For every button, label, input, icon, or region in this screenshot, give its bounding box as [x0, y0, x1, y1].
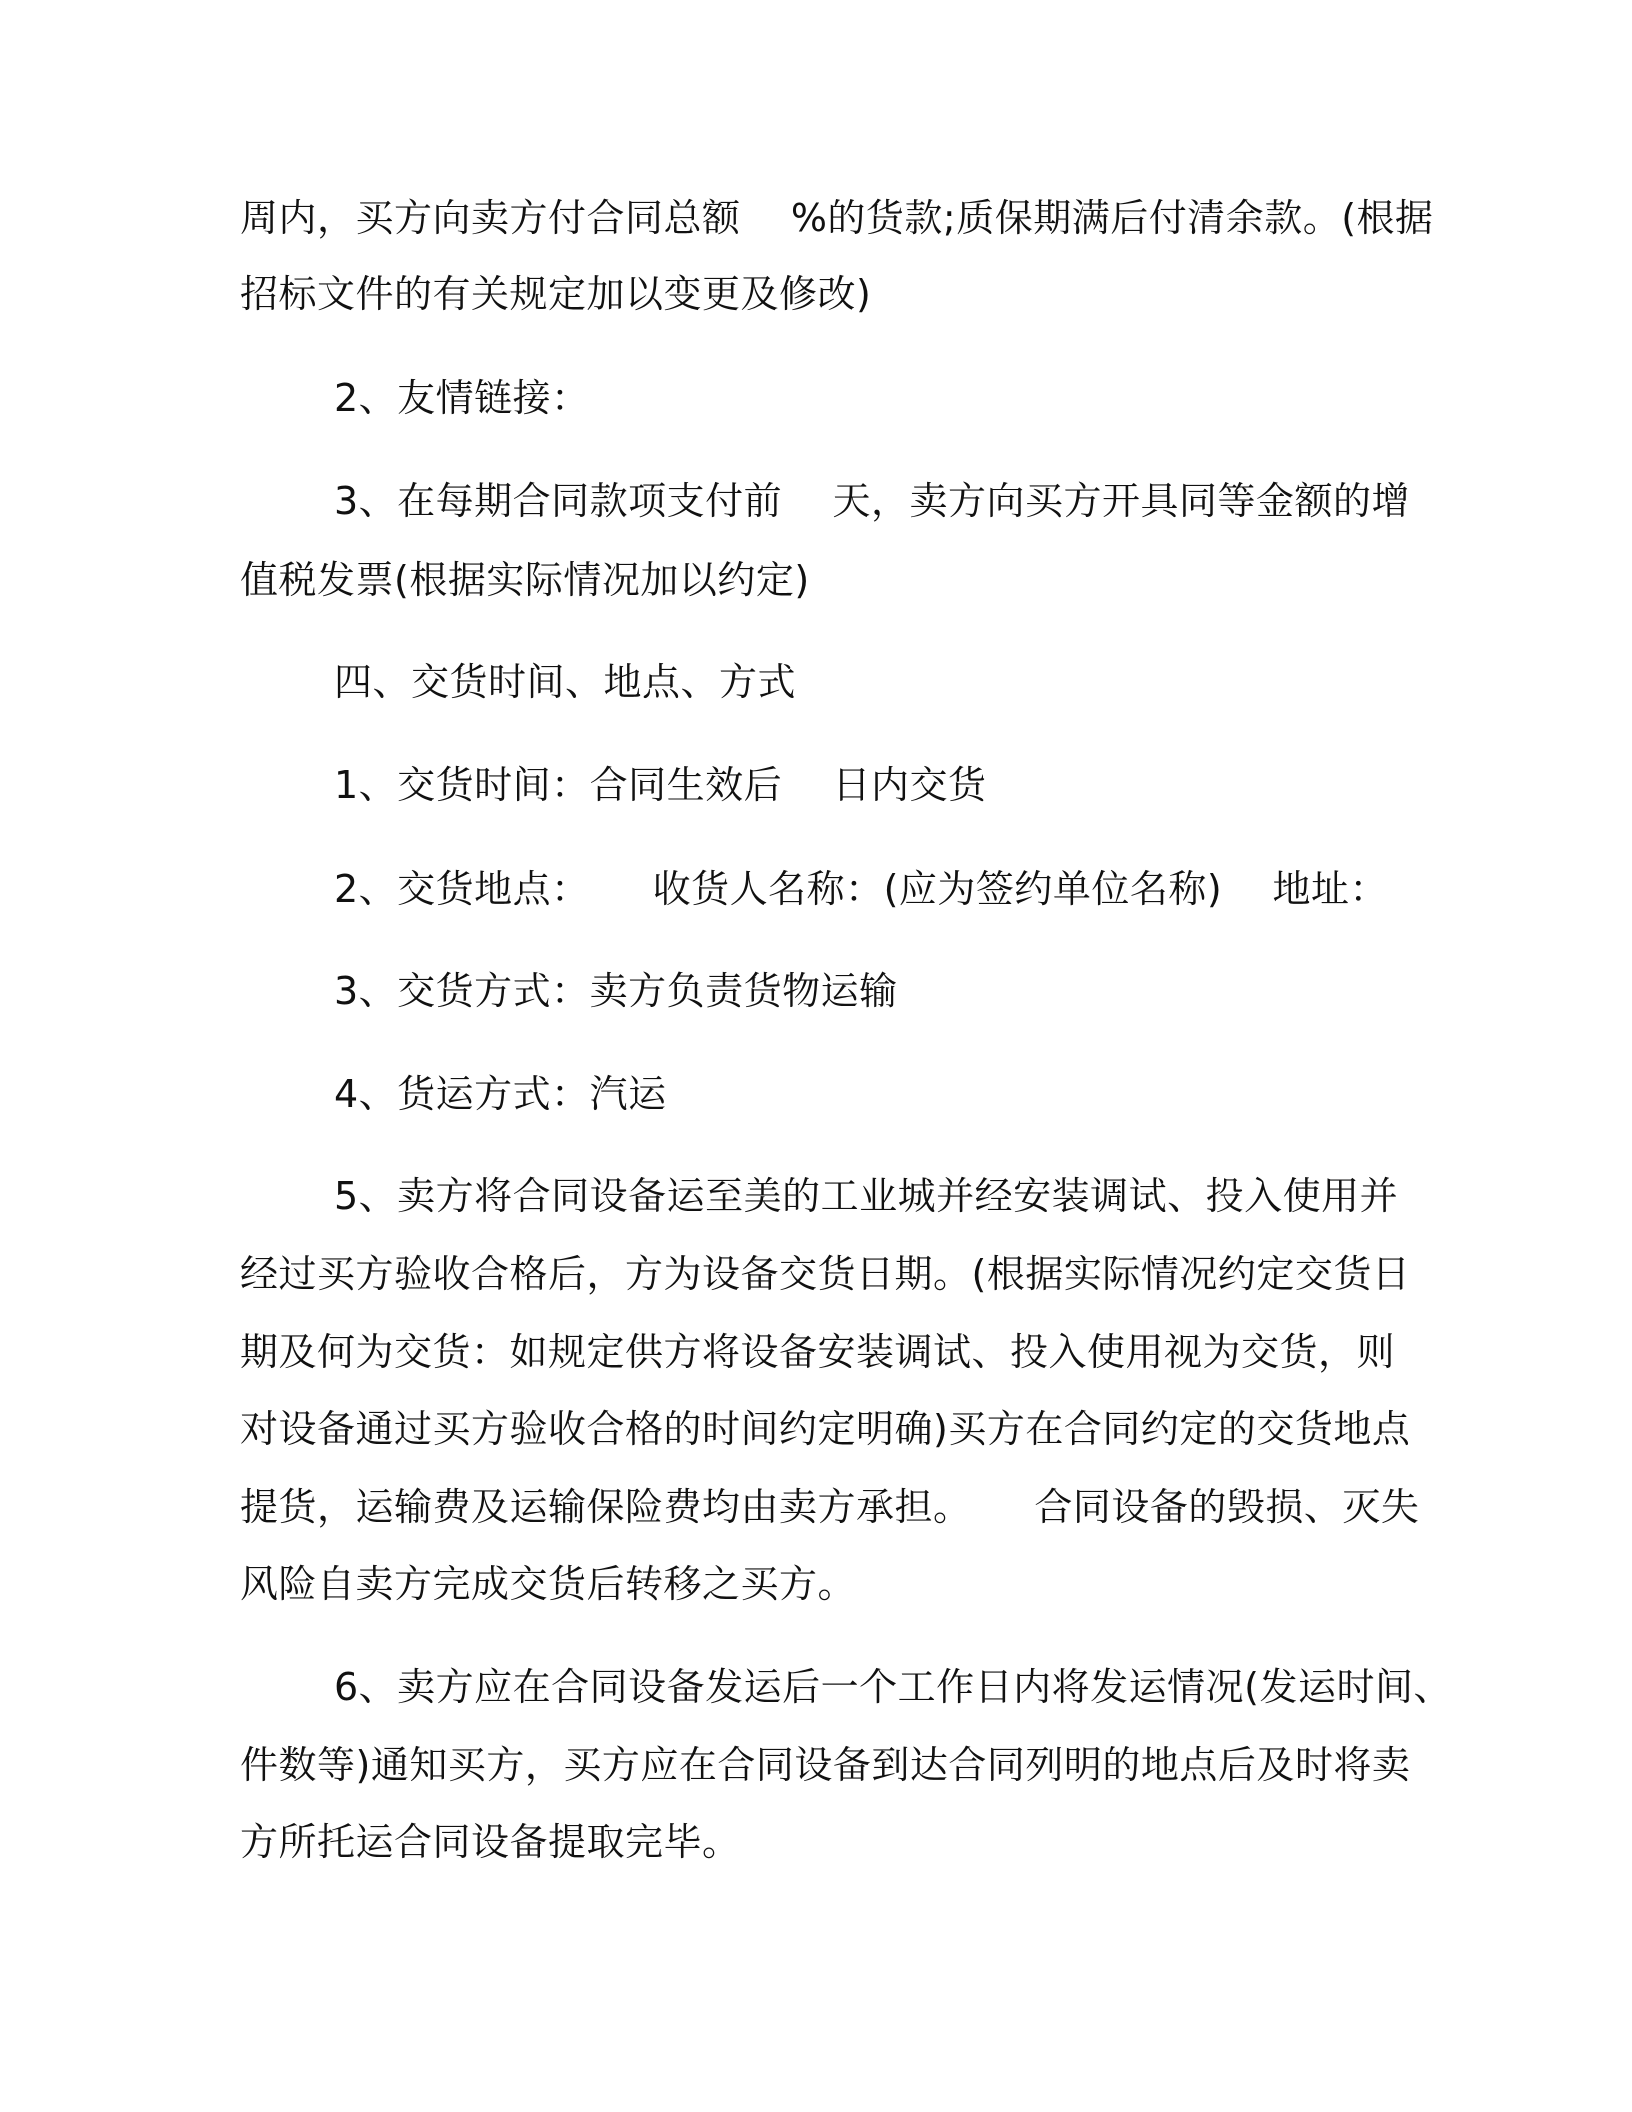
- section-heading: 四、交货时间、地点、方式: [334, 660, 797, 704]
- list-item-2: 2、友情链接：: [334, 376, 590, 420]
- paragraph-line: 值税发票(根据实际情况加以约定): [240, 558, 810, 602]
- list-item-delivery-method: 3、交货方式：卖方负责货物运输: [334, 969, 898, 1013]
- paragraph-line: 招标文件的有关规定加以变更及修改): [240, 272, 872, 316]
- list-item-delivery-place: 2、交货地点： 收货人名称：(应为签约单位名称) 地址：: [334, 867, 1389, 911]
- paragraph-line: 经过买方验收合格后，方为设备交货日期。(根据实际情况约定交货日: [240, 1252, 1411, 1296]
- list-item-delivery-time: 1、交货时间：合同生效后 日内交货: [334, 763, 987, 807]
- paragraph-line: 期及何为交货：如规定供方将设备安装调试、投入使用视为交货，则: [240, 1330, 1396, 1374]
- paragraph-line: 提货，运输费及运输保险费均由卖方承担。 合同设备的毁损、灭失: [240, 1485, 1420, 1529]
- paragraph-line: 风险自卖方完成交货后转移之买方。: [240, 1562, 857, 1606]
- list-item-6: 6、卖方应在合同设备发运后一个工作日内将发运情况(发运时间、: [334, 1665, 1453, 1709]
- paragraph-line: 对设备通过买方验收合格的时间约定明确)买方在合同约定的交货地点: [240, 1407, 1411, 1451]
- paragraph-line: 件数等)通知买方，买方应在合同设备到达合同列明的地点后及时将卖: [240, 1743, 1411, 1787]
- list-item-5: 5、卖方将合同设备运至美的工业城并经安装调试、投入使用并: [334, 1174, 1399, 1218]
- list-item-3: 3、在每期合同款项支付前 天，卖方向买方开具同等金额的增: [334, 479, 1410, 523]
- paragraph-line: 方所托运合同设备提取完毕。: [240, 1820, 741, 1864]
- paragraph-line: 周内，买方向卖方付合同总额 %的货款;质保期满后付清余款。(根据: [240, 196, 1434, 240]
- list-item-shipping-method: 4、货运方式：汽运: [334, 1072, 667, 1116]
